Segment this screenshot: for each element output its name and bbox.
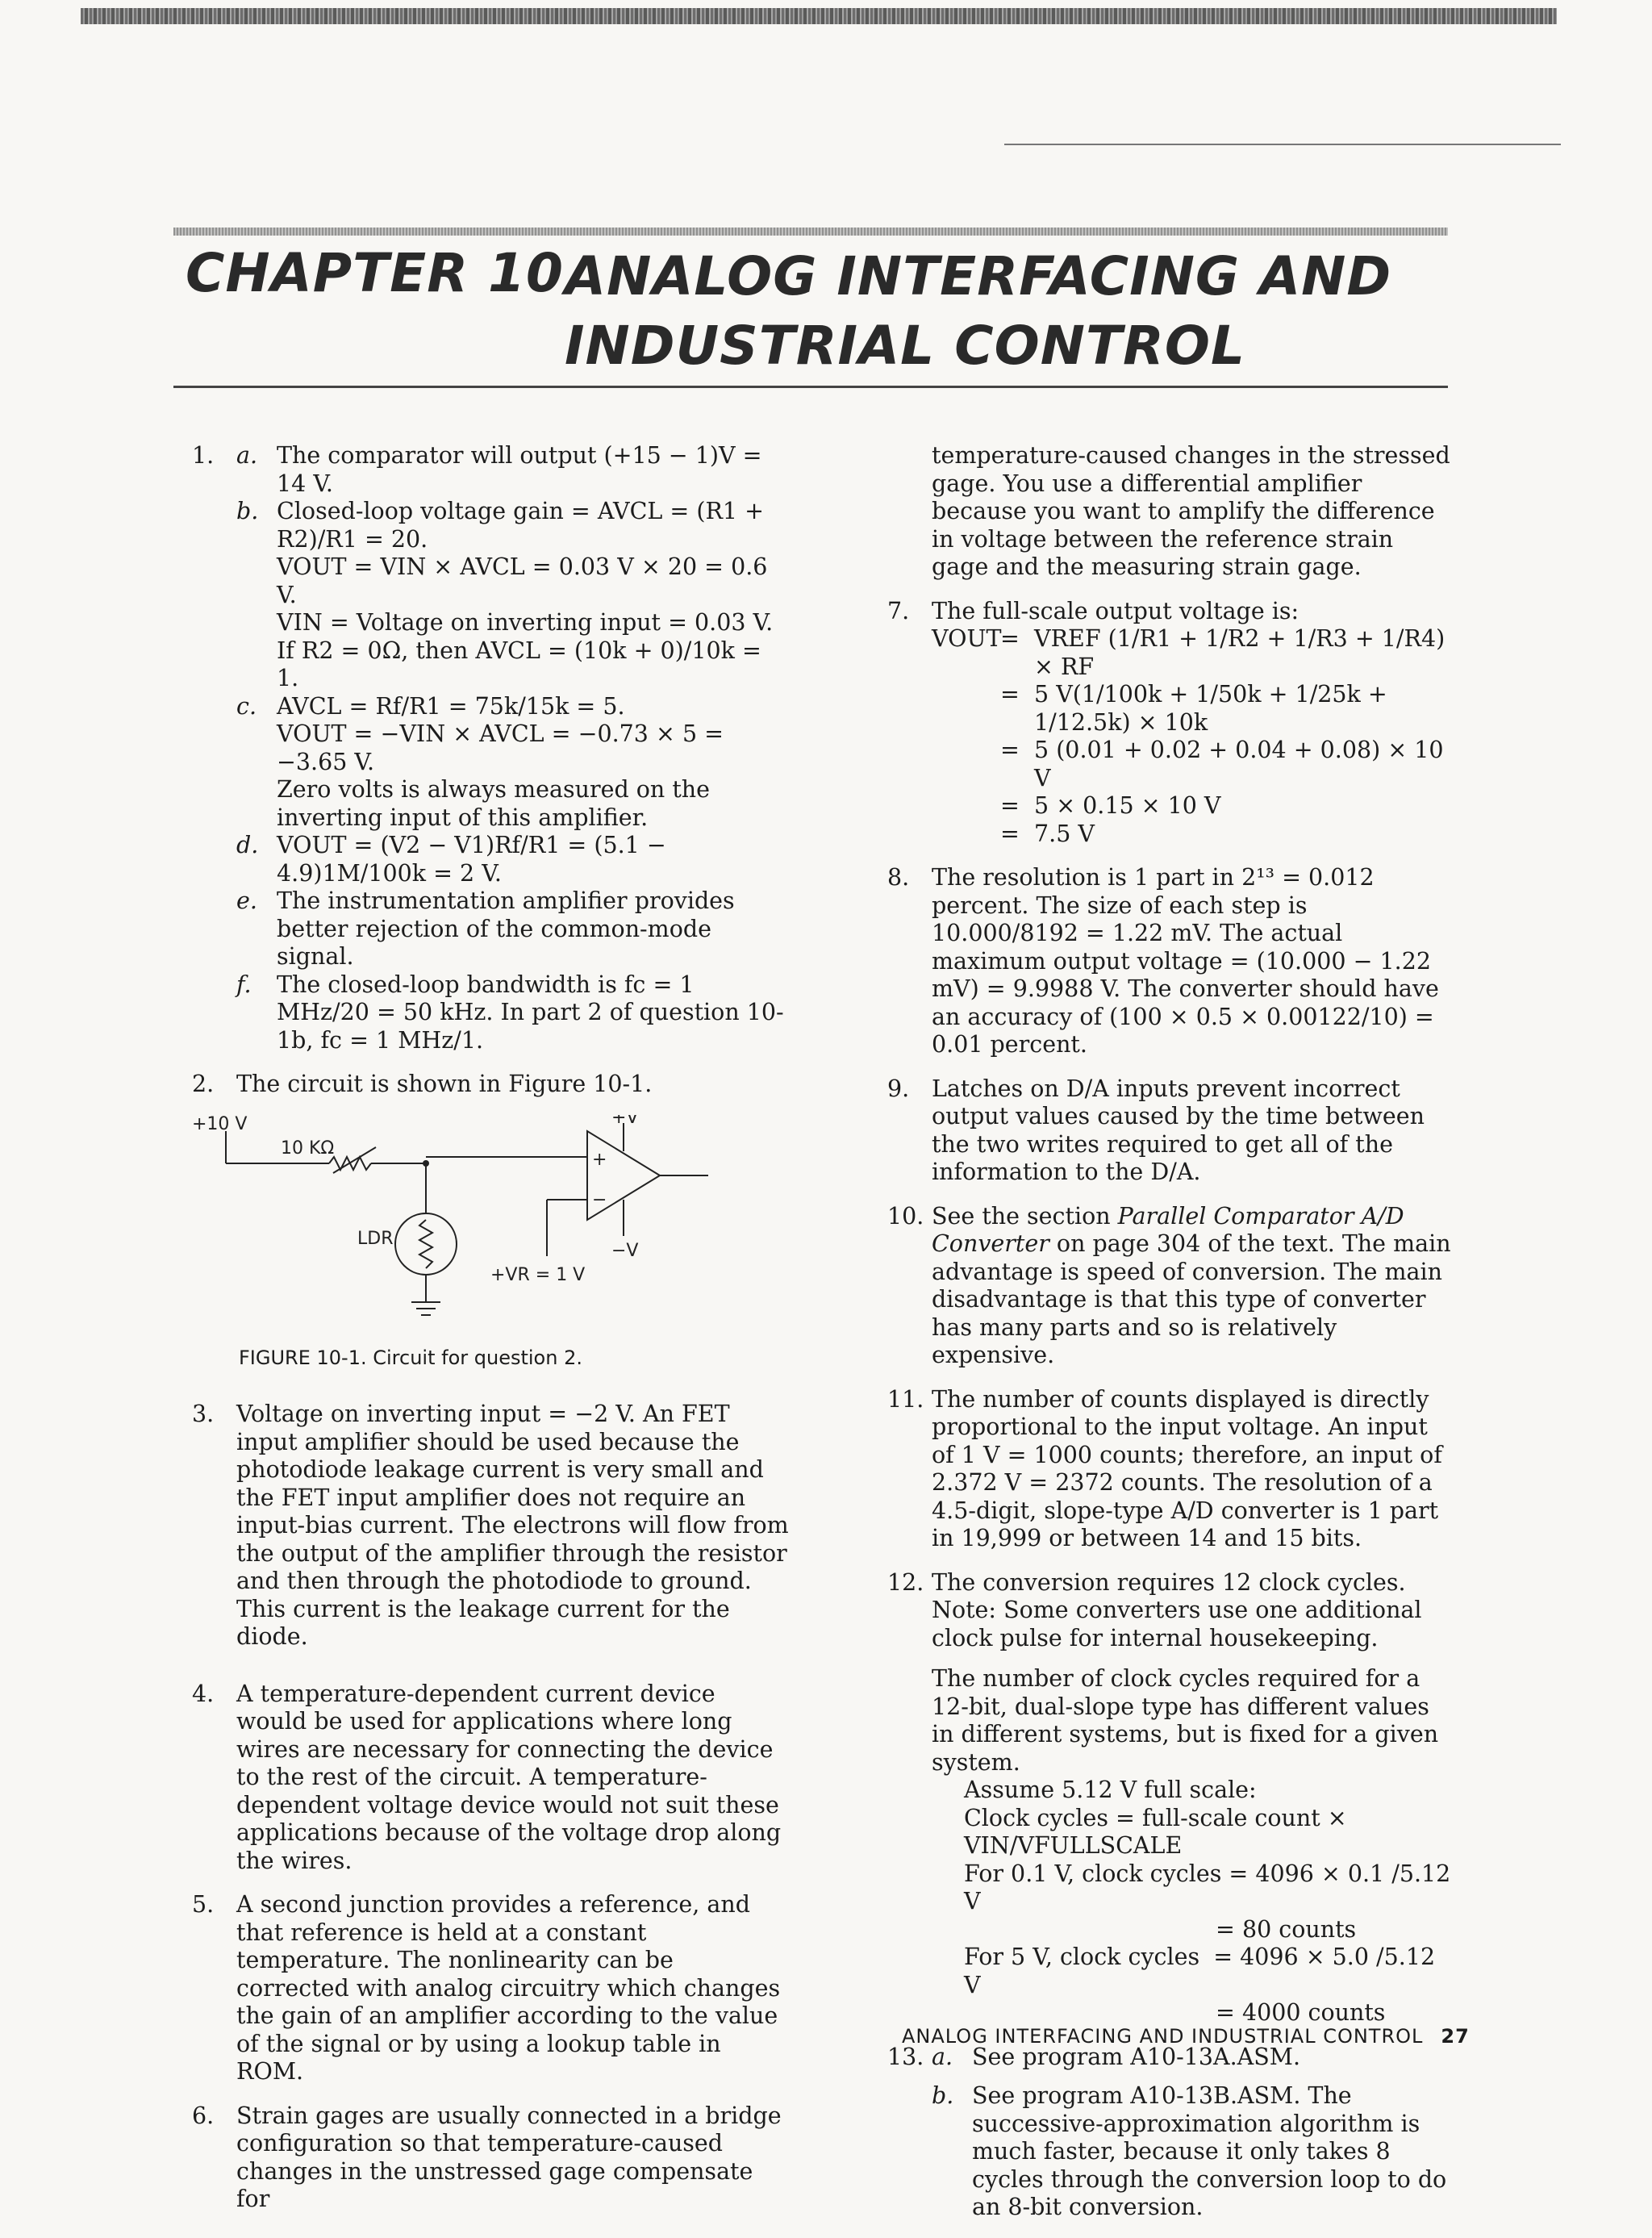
answer-text: VOUT = (V2 − V1)Rf/R1 = (5.1 − 4.9)1M/100k = 2 V.	[277, 832, 666, 887]
label-plus10v: +10 V	[192, 1114, 248, 1134]
label-vr: +VR = 1 V	[490, 1264, 586, 1285]
answer-text: A second junction provides a reference, and that reference is held at a constant temperature. The nonlinearity can be corrected with analog circuitry which changes the gain of an amplifier according to the value of the signal or by using a lookup table in ROM.	[236, 1891, 781, 2085]
equals-sign: =	[1000, 737, 1020, 763]
answer-number: 10.	[887, 1202, 924, 1230]
answer-1b	[236, 498, 791, 693]
answer-8	[887, 864, 1452, 1059]
answer-7	[887, 598, 1452, 849]
label-inv: −	[592, 1189, 607, 1210]
answer-text: temperature-caused changes in the stressed gage. You use a differential amplifier because you want to amplify the difference in voltage between the reference strain gage and the measuring strain gage.	[932, 442, 1450, 580]
answer-text: The number of counts displayed is directly proportional to the input voltage. An input of 1 V = 1000 counts; therefore, an input of 2.372 V = 2372 counts. The resolution of a 4.5-digit, slope-type A/D converter is 1 part in 19,999 or between 14 and 15 bits.	[932, 1385, 1442, 1551]
equation-lhs: VOUT	[932, 625, 1002, 652]
answer-number: 8.	[887, 864, 910, 891]
answer-11	[887, 1386, 1452, 1553]
answer-text: The comparator will output (+15 − 1)V = 14 V.	[277, 442, 762, 497]
answer-3	[192, 1401, 791, 1651]
answer-text: See program A10-13B.ASM. The successive-approximation algorithm is much faster, because it only takes 8 cycles through the conversion loop to do an 8-bit conversion.	[972, 2082, 1447, 2220]
calc-line: = 4000 counts	[1216, 1999, 1386, 2026]
equation-step: VREF (1/R1 + 1/R2 + 1/R3 + 1/R4) × RF	[1034, 625, 1446, 680]
page-number: 27	[1441, 2025, 1470, 2048]
answer-text: The conversion requires 12 clock cycles. Note: Some converters use one additional clock pulse for internal housekeeping.	[932, 1568, 1422, 1651]
equals-sign: =	[1000, 625, 1020, 652]
chapter-label: CHAPTER 10	[186, 242, 564, 304]
answer-1e	[236, 887, 791, 971]
answer-6	[192, 2102, 791, 2214]
answer-text: VOUT = VIN × AVCL = 0.03 V × 20 = 0.6 V.	[277, 553, 768, 608]
answer-text: If R2 = 0Ω, then AVCL = (10k + 0)/10k = 1.	[277, 637, 761, 691]
answer-number: 6.	[192, 2102, 215, 2129]
answer-text: The resolution is 1 part in 2¹³ = 0.012 percent. The size of each step is 10.000/8192 = 1.22 mV. The actual maximum output voltage = (10.000 − 1.22 mV) = 9.9988 V. The converter should have an accuracy of (100 × 0.5 × 0.00122/10) = 0.01 percent.	[932, 864, 1439, 1058]
answer-text: See the section Parallel Comparator A/D Converter on page 304 of the text. The main advantage is speed of conversion. The main disadvantage is that this type of converter has many parts and so is relatively expensive.	[932, 1202, 1451, 1368]
answer-number: 2.	[192, 1071, 215, 1097]
calc-line: Assume 5.12 V full scale:	[964, 1777, 1257, 1803]
scan-top-border	[81, 8, 1557, 24]
answer-text: VIN = Voltage on inverting input = 0.03 V.	[277, 609, 774, 636]
equation-step: 5 (0.01 + 0.02 + 0.04 + 0.08) × 10 V	[1034, 737, 1444, 791]
label-noninv: +	[592, 1149, 607, 1170]
label-resistor: 10 KΩ	[281, 1138, 335, 1159]
running-title: ANALOG INTERFACING AND INDUSTRIAL CONTROL	[902, 2025, 1424, 2048]
label-minus-v: −V	[611, 1240, 639, 1261]
answer-4	[192, 1681, 791, 1876]
page-footer	[902, 2025, 1470, 2048]
calc-line: For 5 V, clock cycles	[964, 1944, 1200, 1970]
answer-text: Strain gages are usually connected in a bridge configuration so that temperature-caused changes in the unstressed gage compensate for	[236, 2102, 782, 2212]
answer-text: The circuit is shown in Figure 10-1.	[236, 1071, 653, 1097]
answer-10	[887, 1203, 1452, 1370]
answer-1d	[236, 832, 791, 887]
section-reference: Parallel Comparator A/D Converter	[932, 1202, 1404, 1257]
answer-number: 1.	[192, 442, 215, 469]
answer-number: 5.	[192, 1891, 215, 1918]
answer-1f	[236, 971, 791, 1055]
answer-13b	[932, 2082, 1452, 2222]
calc-line: = 80 counts	[1216, 1915, 1357, 1943]
chapter-title-line1: ANALOG INTERFACING AND	[565, 245, 1392, 307]
equation-step: 5 V(1/100k + 1/50k + 1/25k + 1/12.5k) × 10k	[1034, 681, 1387, 736]
part-label: b.	[932, 2082, 954, 2109]
answer-number: 12.	[887, 1568, 924, 1596]
answer-text: Closed-loop voltage gain = AVCL = (R1 + R2)/R1 = 20.	[277, 498, 764, 553]
right-column	[887, 442, 1452, 2238]
label-plus-v: +V	[611, 1114, 639, 1128]
calc-block	[932, 1777, 1452, 2027]
header-rule-bottom	[173, 386, 1448, 388]
figure-10-1	[192, 1115, 789, 1341]
equation-step: 5 × 0.15 × 10 V	[1034, 792, 1221, 819]
part-label: c.	[236, 692, 257, 720]
equation-block	[932, 625, 1452, 848]
junction-dot	[423, 1160, 429, 1167]
answer-number: 3.	[192, 1401, 215, 1427]
calc-line: For 0.1 V, clock cycles = 4096 × 0.1 /5.12 V	[964, 1860, 1451, 1914]
answer-text: A temperature-dependent current device would be used for applications where long wires are necessary for connecting the device to the rest of the circuit. A temperature-dependent voltage device would not suit these applications because of the voltage drop along the wires.	[236, 1680, 782, 1874]
answer-13	[887, 2044, 1452, 2222]
answer-5	[192, 1891, 791, 2086]
header-rule-top	[173, 228, 1448, 236]
chapter-title	[565, 242, 1412, 381]
label-ldr: LDR	[357, 1228, 394, 1249]
answer-number: 9.	[887, 1075, 910, 1102]
part-label: d.	[236, 832, 259, 858]
answer-number: 7.	[887, 597, 910, 624]
circuit-diagram	[192, 1115, 789, 1341]
answer-text: See program A10-13A.ASM.	[972, 2043, 1301, 2070]
answer-6-continued	[887, 442, 1452, 582]
answer-2	[192, 1071, 791, 1099]
answer-1a	[236, 442, 791, 498]
answer-1c	[236, 693, 791, 833]
answer-text: VOUT = −VIN × AVCL = −0.73 × 5 = −3.65 V.	[277, 720, 724, 775]
part-label: a.	[236, 442, 258, 469]
part-label: b.	[236, 498, 259, 524]
calc-line: = 4096 × 5.0 /5.12 V	[964, 1944, 1436, 1998]
answer-text: The full-scale output voltage is:	[932, 597, 1299, 624]
answer-number: 11.	[887, 1385, 924, 1413]
answer-1	[192, 442, 791, 1054]
answer-number: 4.	[192, 1680, 215, 1707]
answer-12	[887, 1569, 1452, 2027]
part-label: a.	[932, 2043, 953, 2070]
equals-sign: =	[1000, 681, 1020, 708]
answer-text: Latches on D/A inputs prevent incorrect output values caused by the time between the two writes required to get all of the information to the D/A.	[932, 1075, 1425, 1185]
equals-sign: =	[1000, 820, 1020, 847]
equation-step: 7.5 V	[1034, 820, 1095, 847]
figure-caption: FIGURE 10-1. Circuit for question 2.	[239, 1346, 582, 1369]
answer-text: AVCL = Rf/R1 = 75k/15k = 5.	[277, 692, 625, 720]
equals-sign: =	[1000, 792, 1020, 819]
calc-line: Clock cycles = full-scale count × VIN/VFULLSCALE	[964, 1804, 1347, 1859]
left-column	[192, 442, 791, 2230]
answer-9	[887, 1075, 1452, 1187]
part-label: f.	[236, 971, 252, 998]
answer-text: The closed-loop bandwidth is fc = 1 MHz/20 = 50 kHz. In part 2 of question 10-1b, fc = 1 MHz/1.	[277, 971, 784, 1054]
chapter-title-line2: INDUSTRIAL CONTROL	[565, 315, 1245, 377]
answer-text: Zero volts is always measured on the inverting input of this amplifier.	[277, 776, 711, 831]
scan-rule	[1004, 144, 1561, 145]
part-label: e.	[236, 887, 257, 914]
answer-number: 13.	[887, 2043, 924, 2070]
answer-text: The instrumentation amplifier provides better rejection of the common-mode signal.	[277, 887, 735, 970]
answer-text: The number of clock cycles required for a 12-bit, dual-slope type has different values in different systems, but is fixed for a given system.	[932, 1665, 1439, 1776]
answer-text: Voltage on inverting input = −2 V. An FET input amplifier should be used because the photodiode leakage current is very small and the FET input amplifier does not require an input-bias current. The electrons will flow from the output of the amplifier through the resistor and then through the photodiode to ground. This current is the leakage current for the diode.	[236, 1401, 789, 1650]
